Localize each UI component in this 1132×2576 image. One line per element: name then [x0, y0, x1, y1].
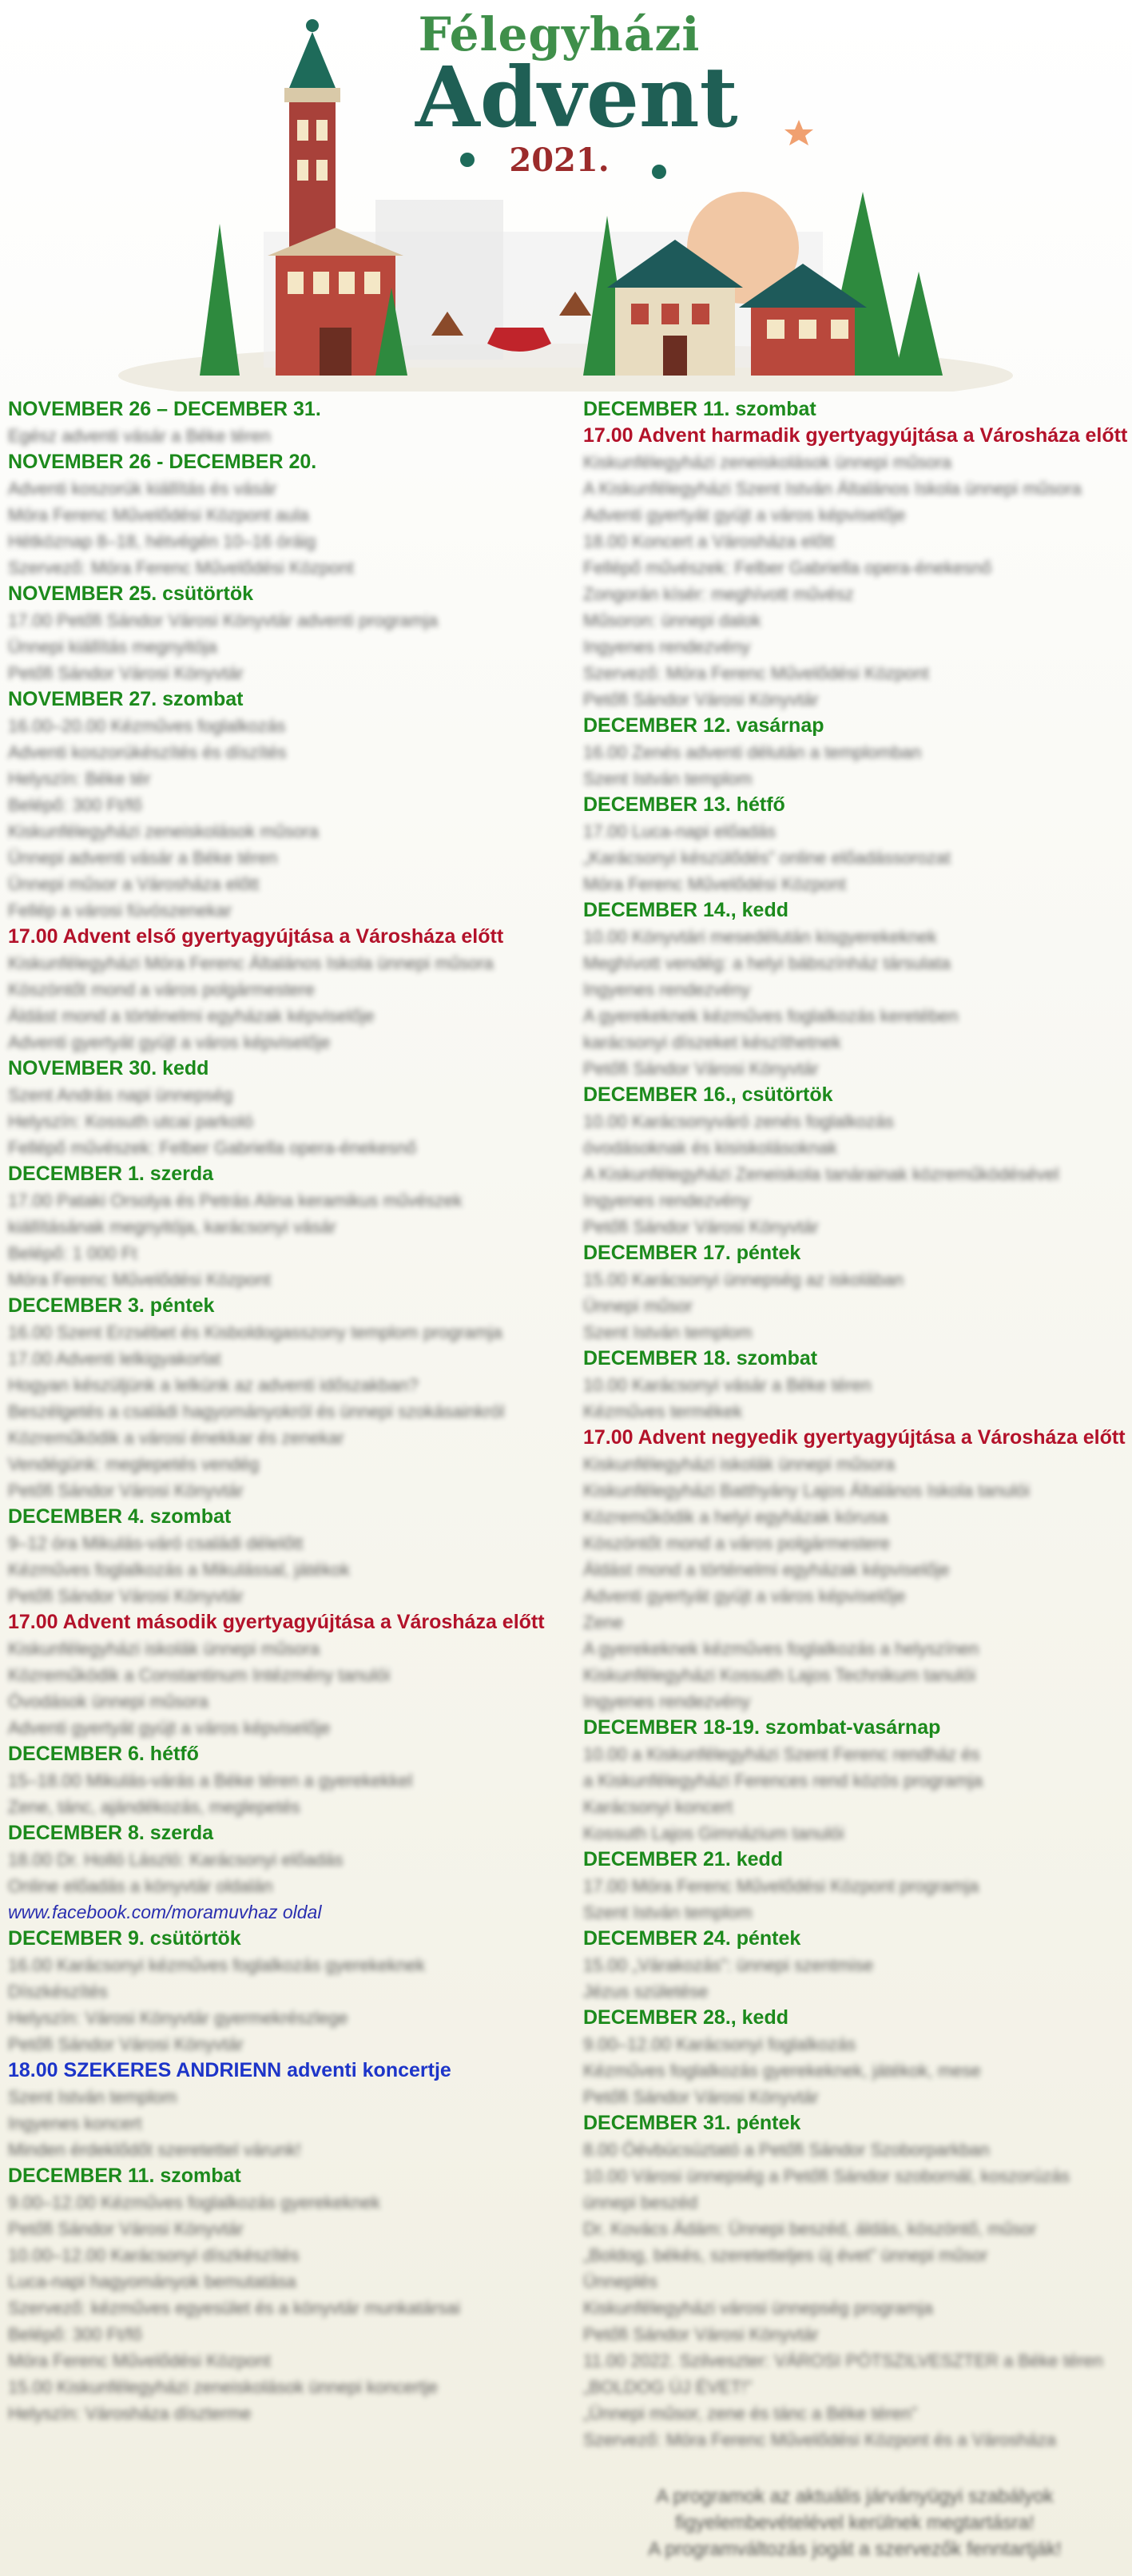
title-block [415, 6, 738, 181]
event-line: „Karácsonyi készülődés” online előadássorozat [583, 848, 951, 868]
event-line: Petőfi Sándor Városi Könyvtár [8, 2034, 244, 2054]
event-line: „Boldog, békés, szeretetteljes új évet” ünnepi műsor [583, 2245, 988, 2265]
footer-note-line: A programok az aktuális járványügyi szabályok [656, 2486, 1054, 2507]
event-line: Kiskunfélegyházi iskolák ünnepi műsora [583, 1454, 896, 1474]
date-heading: DECEMBER 14., kedd [583, 899, 789, 921]
event-line: Áldást mond a történelmi egyházak képviselője [583, 1560, 950, 1580]
event-line: A gyerekeknek kézműves foglalkozás keretében [583, 1006, 959, 1026]
event-line: Luca-napi hagyományok bemutatása [8, 2272, 296, 2292]
event-line: Helyszín: Kossuth utcai parkoló [8, 1111, 253, 1131]
event-line: 15.00 Kiskunfélegyházi zeneiskolások ünnepi koncertje [8, 2377, 439, 2397]
event-line: Móra Ferenc Művelődési Központ [8, 2351, 271, 2371]
event-line: Kiskunfélegyházi Kossuth Lajos Technikum tanulói [583, 1665, 976, 1685]
event-line: Ingyenes rendezvény [583, 1191, 751, 1210]
event-line: Ünnepi kiállítás megnyitója [8, 637, 217, 657]
event-line: kiállításának megnyitója, karácsonyi vásár [8, 1217, 336, 1237]
event-line: Online előadás a könyvtár oldalán [8, 1876, 273, 1896]
event-line: Szent István templom [583, 769, 753, 789]
event-line: Petőfi Sándor Városi Könyvtár [8, 1586, 244, 1606]
event-line: 18.00 Dr. Holló László: Karácsonyi előadás [8, 1850, 344, 1870]
event-line: Kiskunfélegyházi Batthyány Lajos Általános Iskola tanulói [583, 1481, 1030, 1501]
date-heading: DECEMBER 17. péntek [583, 1242, 801, 1264]
event-line: Óvodások ünnepi műsora [8, 1691, 209, 1711]
candle-lighting-heading: 17.00 Advent harmadik gyertyagyújtása a Városháza előtt [583, 424, 1128, 447]
date-heading: DECEMBER 6. hétfő [8, 1743, 199, 1765]
date-heading: DECEMBER 8. szerda [8, 1822, 214, 1844]
event-line: Minden érdeklődőt szeretettel várunk! [8, 2140, 301, 2160]
event-line: óvodásoknak és kisiskolásoknak [583, 1138, 837, 1158]
event-line: Ünneplés [583, 2272, 657, 2292]
event-line: ünnepi beszéd [583, 2192, 698, 2212]
date-heading: DECEMBER 11. szombat [583, 398, 816, 420]
event-line: Szent István templom [583, 1322, 753, 1342]
date-heading: DECEMBER 13. hétfő [583, 793, 785, 816]
event-line: Kiskunfélegyházi zeneiskolások ünnepi műsora [583, 452, 952, 472]
event-line: 16.00–20.00 Kézműves foglalkozás [8, 716, 286, 736]
date-heading: DECEMBER 1. szerda [8, 1163, 214, 1185]
event-line: Szent István templom [8, 2087, 177, 2107]
date-heading: DECEMBER 9. csütörtök [8, 1927, 241, 1950]
event-line: Kiskunfélegyházi zeneiskolások műsora [8, 821, 319, 841]
event-line: Karácsonyi koncert [583, 1797, 733, 1817]
event-line: Móra Ferenc Művelődési Központ [583, 874, 846, 894]
candle-lighting-heading: 17.00 Advent második gyertyagyújtása a Városháza előtt [8, 1611, 545, 1633]
event-line: Helyszín: Béke tér [8, 769, 151, 789]
event-line: Kiskunfélegyházi iskolák ünnepi műsora [8, 1639, 320, 1659]
date-heading: DECEMBER 16., csütörtök [583, 1083, 833, 1106]
event-line: Adventi gyertyát gyújt a város képviselője [583, 505, 906, 525]
event-line: Kézműves termékek [583, 1401, 743, 1421]
footer-notes [583, 2483, 1126, 2562]
event-line: Adventi koszorúkészítés és díszítés [8, 742, 287, 762]
event-line: Belépő: 300 Ft/fő [8, 2324, 142, 2344]
event-line: Zene [583, 1612, 624, 1632]
event-line: Móra Ferenc Művelődési Központ aula [8, 505, 309, 525]
event-line: 9.00–12.00 Karácsonyi foglalkozás [583, 2034, 856, 2054]
date-heading: DECEMBER 3. péntek [8, 1294, 215, 1317]
event-line: Műsoron: ünnepi dalok [583, 610, 761, 630]
event-line: Meghívott vendég: a helyi bábszínház társulata [583, 953, 951, 973]
date-heading: NOVEMBER 30. kedd [8, 1057, 209, 1079]
event-line: 15–18.00 Mikulás-várás a Béke téren a gyerekekkel [8, 1771, 413, 1791]
event-line: A Kiskunfélegyházi Szent István Általános Iskola ünnepi műsora [583, 479, 1082, 499]
event-line: Közreműködik a helyi egyházak kórusa [583, 1507, 888, 1527]
event-line: Fellépő művészek: Felber Gabriella opera-énekesnő [583, 558, 992, 578]
date-heading: DECEMBER 28., kedd [583, 2006, 789, 2029]
footer-note-line: figyelembevételével kerülnek megtartásra! [675, 2512, 1035, 2534]
title-small: Félegyházi [418, 7, 701, 62]
event-line: Hogyan készüljünk a lelkünk az adventi időszakban? [8, 1375, 419, 1395]
event-line: Díszkészítés [8, 1982, 108, 2002]
event-line: Kiskunfélegyházi Móra Ferenc Általános Iskola ünnepi műsora [8, 953, 494, 973]
event-line: Petőfi Sándor Városi Könyvtár [8, 1481, 244, 1501]
event-line: Móra Ferenc Művelődési Központ [8, 1270, 271, 1290]
event-line: Szent István templom [583, 1902, 753, 1922]
event-line: 17.00 Pataki Orsolya és Petrás Alina keramikus művészek [8, 1191, 463, 1210]
date-heading: DECEMBER 11. szombat [8, 2165, 241, 2187]
event-line: Áldást mond a történelmi egyházak képviselője [8, 1006, 375, 1026]
event-line: karácsonyi díszeket készíthetnek [583, 1032, 841, 1052]
event-line: Adventi koszorúk kiállítás és vásár [8, 479, 277, 499]
event-line: Ünnepi műsor [583, 1296, 693, 1316]
event-line: „Ünnepi műsor, zene és tánc a Béke téren” [583, 2403, 918, 2423]
date-heading: DECEMBER 18. szombat [583, 1347, 818, 1369]
event-line: 17.00 Petőfi Sándor Városi Könyvtár adventi programja [8, 610, 439, 630]
event-line: 10.00 Karácsonyi vásár a Béke téren [583, 1375, 872, 1395]
event-line: Ingyenes rendezvény [583, 980, 751, 1000]
title-big: Advent [415, 48, 738, 146]
event-line: Kézműves foglalkozás gyerekeknek, játékok, mese [583, 2061, 981, 2081]
event-line: Közreműködik a városi énekkar és zenekar [8, 1428, 344, 1448]
event-line: 17.00 Luca-napi előadás [583, 821, 776, 841]
event-line: 15.00 „Várakozás”: ünnepi szentmise [583, 1955, 874, 1975]
candle-lighting-heading: 17.00 Advent első gyertyagyújtása a Városháza előtt [8, 925, 504, 948]
event-line: Adventi gyertyát gyújt a város képviselője [8, 1718, 331, 1738]
event-line: Jézus születése [583, 1982, 709, 2002]
program-right-column [583, 396, 1126, 2453]
event-line: Vendégünk: meglepetés vendég [8, 1454, 260, 1474]
event-line: 16.00 Szent Erzsébet és Kisboldogasszony templom programja [8, 1322, 502, 1342]
event-line: Ingyenes rendezvény [583, 1691, 751, 1711]
event-line: Petőfi Sándor Városi Könyvtár [583, 690, 819, 710]
event-line: Petőfi Sándor Városi Könyvtár [8, 663, 244, 683]
event-line: A Kiskunfélegyházi Zeneiskola tanárainak közreműködésével [583, 1164, 1059, 1184]
event-line: Petőfi Sándor Városi Könyvtár [8, 2219, 244, 2239]
event-line: Szervező: kézműves egyesület és a könyvtár munkatársai [8, 2298, 461, 2318]
event-line: Zene, tánc, ajándékozás, meglepetés [8, 1797, 300, 1817]
date-heading: DECEMBER 4. szombat [8, 1505, 232, 1528]
event-line: Szervező: Móra Ferenc Művelődési Központ és a Városháza [583, 2430, 1056, 2450]
event-line: Kossuth Lajos Gimnázium tanulói [583, 1823, 844, 1843]
event-line: Beszélgetés a családi hagyományokról és ünnepi szokásainkról [8, 1401, 505, 1421]
date-heading: DECEMBER 12. vasárnap [583, 714, 824, 737]
date-heading: DECEMBER 24. péntek [583, 1927, 801, 1950]
event-line: Ünnepi műsor a Városháza előtt [8, 874, 260, 894]
event-line: 10.00 a Kiskunfélegyházi Szent Ferenc rendház és [583, 1744, 980, 1764]
event-line: Köszöntőt mond a város polgármestere [583, 1533, 890, 1553]
event-line: Köszöntőt mond a város polgármestere [8, 980, 315, 1000]
date-heading: NOVEMBER 26 – DECEMBER 31. [8, 398, 321, 420]
event-line: Ingyenes koncert [8, 2113, 142, 2133]
event-line: Szervező: Móra Ferenc Művelődési Központ [583, 663, 929, 683]
event-line: Petőfi Sándor Városi Könyvtár [583, 1217, 819, 1237]
event-line: Belépő: 300 Ft/fő [8, 795, 142, 815]
event-line: 8.00 Óévbúcsúztató a Petőfi Sándor Szoborparkban [583, 2140, 990, 2160]
event-line: 16.00 Karácsonyi kézműves foglalkozás gyerekeknek [8, 1955, 426, 1975]
event-line: Ünnepi adventi vásár a Béke téren [8, 848, 278, 868]
event-line: Szent András napi ünnepség [8, 1085, 233, 1105]
date-heading: NOVEMBER 27. szombat [8, 688, 244, 710]
event-line: 9–12 óra Mikulás-váró családi délelőtt [8, 1533, 304, 1553]
event-line: Helyszín: Városháza díszterme [8, 2403, 252, 2423]
event-line: 17.00 Móra Ferenc Művelődési Központ programja [583, 1876, 979, 1896]
program-left-column [8, 396, 567, 2427]
event-line: Közreműködik a Constantinum Intézmény tanulói [8, 1665, 391, 1685]
event-line: 15.00 Karácsonyi ünnepség az iskolában [583, 1270, 904, 1290]
event-line: Kiskunfélegyházi városi ünnepség programja [583, 2298, 933, 2318]
header-illustration [0, 0, 1132, 392]
event-line: Fellépő művészek: Felber Gabriella opera-énekesnő [8, 1138, 417, 1158]
event-line: Zongorán kísér: meghívott művész [583, 584, 854, 604]
event-line: Dr. Kovács Ádám: Ünnepi beszéd, áldás, köszöntő, műsor [583, 2219, 1037, 2239]
event-line: Petőfi Sándor Városi Könyvtár [583, 2324, 819, 2344]
event-line: 17.00 Adventi lelkigyakorlat [8, 1349, 221, 1369]
date-heading: NOVEMBER 25. csütörtök [8, 582, 254, 605]
date-heading: DECEMBER 21. kedd [583, 1848, 784, 1870]
event-line: Petőfi Sándor Városi Könyvtár [583, 2087, 819, 2107]
title-year: 2021. [509, 141, 610, 179]
event-line: Petőfi Sándor Városi Könyvtár [583, 1059, 819, 1079]
event-line: 10.00 Városi ünnepség a Petőfi Sándor szobornál, koszorúzás [583, 2166, 1070, 2186]
event-line: „BOLDOG ÚJ ÉVET!” [583, 2377, 753, 2397]
event-line: A gyerekeknek kézműves foglalkozás a helyszínen [583, 1639, 979, 1659]
event-line: 10.00 Karácsonyváró zenés foglalkozás [583, 1111, 894, 1131]
event-line: 10.00–12.00 Karácsonyi díszkészítés [8, 2245, 300, 2265]
date-heading: NOVEMBER 26 - DECEMBER 20. [8, 451, 317, 473]
date-heading: DECEMBER 18-19. szombat-vasárnap [583, 1716, 941, 1739]
event-line: Ingyenes rendezvény [583, 637, 751, 657]
event-line: Kézműves foglalkozás a Mikulással, játékok [8, 1560, 350, 1580]
event-line: 9.00–12.00 Kézműves foglalkozás gyerekeknek [8, 2192, 380, 2212]
concert-heading: 18.00 SZEKERES ANDRIENN adventi koncertje [8, 2059, 451, 2081]
event-line: 16.00 Zenés adventi délután a templomban [583, 742, 922, 762]
event-line: 10.00 Könyvtári mesedélután kisgyerekeknek [583, 927, 937, 947]
event-line: Helyszín: Városi Könyvtár gyermekrészlege [8, 2008, 348, 2028]
event-line: Szervező: Móra Ferenc Művelődési Központ [8, 558, 354, 578]
event-line: Adventi gyertyát gyújt a város képviselője [583, 1586, 906, 1606]
event-line: Hétköznap 8–18, hétvégén 10–16 óráig [8, 531, 316, 551]
event-line: Fellép a városi fúvószenekar [8, 900, 232, 920]
candle-lighting-heading: 17.00 Advent negyedik gyertyagyújtása a Városháza előtt [583, 1426, 1126, 1449]
event-line: Egész adventi vásár a Béke téren [8, 426, 271, 446]
facebook-link[interactable]: www.facebook.com/moramuvhaz oldal [8, 1902, 322, 1922]
event-line: 18.00 Koncert a Városháza előtt [583, 531, 835, 551]
date-heading: DECEMBER 31. péntek [583, 2112, 801, 2134]
event-line: a Kiskunfélegyházi Ferences rend közös programja [583, 1771, 983, 1791]
event-line: Adventi gyertyát gyújt a város képviselője [8, 1032, 331, 1052]
event-line: Belépő: 1 000 Ft [8, 1243, 137, 1263]
event-line: 11.00 2022. Szilveszter: VÁROSI PÓTSZILVESZTER a Béke téren [583, 2351, 1103, 2371]
footer-note-line: A programváltozás jogát a szervezők fenntartják! [648, 2538, 1062, 2560]
